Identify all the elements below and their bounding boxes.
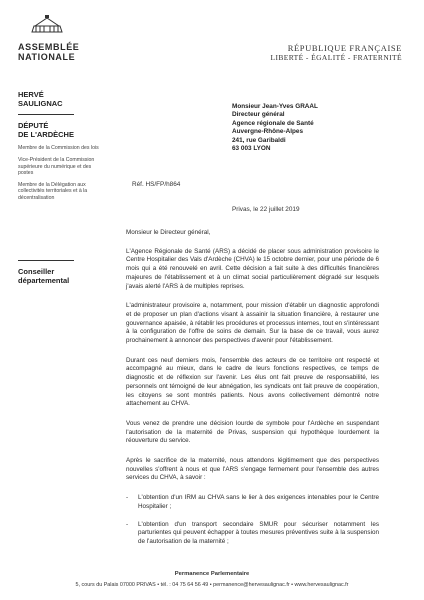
reference-number: Réf. HS/FP/h864 <box>132 181 181 188</box>
body-paragraph: Vous venez de prendre une décision lourde de symbole pour l'Ardèche en suspendant l'autorisation de la maternité de Privas, suspension qui hypothèque lourdement la réouverture du service. <box>126 419 379 445</box>
rf-motto: LIBERTÉ - ÉGALITÉ - FRATERNITÉ <box>270 53 402 62</box>
sender-constituency: DE L'ARDÈCHE <box>18 130 74 139</box>
hemicycle-emblem-icon <box>30 14 64 34</box>
recipient-title: Directeur général <box>232 111 285 119</box>
logo-text-line1: ASSEMBLÉE <box>18 42 80 52</box>
sidebar-divider <box>18 114 74 115</box>
sidebar-note: Membre de la Commission des lois <box>18 145 99 151</box>
body-paragraph: L'Agence Régionale de Santé (ARS) a décidé de placer sous administration provisoire le Centre Hospitalier des Vals d'Ardèche (CHVA) le 15 octobre dernier, pour une période de 6 mois qui a été renouvelé en avril. Cette décision a fait suite à des difficultés financières majeures de l'établissement et à un climat social particulièrement dégradé sur lesquels j'avais alerté l'ARS à de multiples reprises. <box>126 247 379 290</box>
letter-body <box>126 229 379 556</box>
sidebar-note: Vice-Président de la Commission supérieure du numérique et des postes <box>18 157 95 176</box>
body-paragraph: Durant ces neuf derniers mois, l'ensemble des acteurs de ce territoire ont respecté et accompagné au mieux, dans le cadre de leurs fonctions respectives, ce temps de diagnostic et de réflexion sur l'avenir. Les élus ont fait preuve de responsabilité, les personnels ont témoigné de leur abnégation, les syndicats ont fait preuve de coopération, les citoyens se sont montrés patients. Nous avons collectivement démontré notre attachement au CHVA. <box>126 356 379 408</box>
sender-role: DÉPUTÉ <box>18 121 49 130</box>
conseiller-title: Conseiller <box>18 267 55 276</box>
sender-first-name: HERVÉ <box>18 90 44 99</box>
list-item <box>126 494 379 511</box>
republique-francaise-mark <box>270 43 402 63</box>
list-item <box>126 521 379 547</box>
assemblee-nationale-logo <box>18 14 80 62</box>
sender-sidebar <box>18 90 106 201</box>
conseiller-subtitle: départemental <box>18 276 70 285</box>
conseiller-block <box>18 260 106 285</box>
recipient-name: Monsieur Jean-Yves GRAAL <box>232 103 318 110</box>
rf-title: RÉPUBLIQUE FRANÇAISE <box>287 43 402 53</box>
recipient-street: 241, rue Garibaldi <box>232 136 286 144</box>
logo-text-line2: NATIONALE <box>18 52 76 62</box>
recipient-address <box>232 103 318 153</box>
list-item-text: L'obtention d'un transport secondaire SMUR pour sécuriser notamment les parturientes qui peuvent échapper à toutes mesures préventives suite à la suspension de l'autorisation de la maternité ; <box>138 520 379 545</box>
footer-title: Permanence Parlementaire <box>174 571 250 577</box>
recipient-organization: Agence régionale de Santé <box>232 119 314 127</box>
body-paragraph: L'administrateur provisoire a, notamment, pour mission d'établir un diagnostic approfondi et de proposer un plan d'actions visant à assainir la situation financière, à restaurer une gouvernance apaisée, à rétablir les procédures et processus internes, tout en s'intéressant à la configuration de l'offre de soins de demain. Sur la base de ce travail, vous aurez prochainement à annoncer des perspectives d'avenir pour l'établissement. <box>126 302 379 345</box>
body-paragraph: Après le sacrifice de la maternité, nous attendons légitimement que des perspectives nouvelles s'offrent à nous et que l'ARS s'engage fermement pour l'ensemble des autres services du CHVA, à savoir : <box>126 457 379 482</box>
letter-date: Privas, le 22 juillet 2019 <box>232 206 300 213</box>
list-item-text: L'obtention d'un IRM au CHVA sans le lier à des exigences intenables pour le Centre Hospitalier ; <box>138 494 379 510</box>
salutation: Monsieur le Directeur général, <box>126 229 211 236</box>
sender-last-name: SAULIGNAC <box>18 99 63 108</box>
bullet-dash-icon: - <box>126 494 129 502</box>
bullet-dash-icon: - <box>126 520 129 528</box>
sidebar-divider <box>18 260 74 261</box>
sidebar-note: Membre de la Délégation aux collectivités territoriales et à la décentralisation <box>18 182 88 201</box>
recipient-region: Auvergne-Rhône-Alpes <box>232 128 304 136</box>
footer-contact: 5, cours du Palais 07000 PRIVAS • tél. : 04 75 64 56 49 • permanence@hervesaulignac.fr • www.hervesaulignac.fr <box>75 582 349 588</box>
recipient-city: 63 003 LYON <box>232 145 271 153</box>
